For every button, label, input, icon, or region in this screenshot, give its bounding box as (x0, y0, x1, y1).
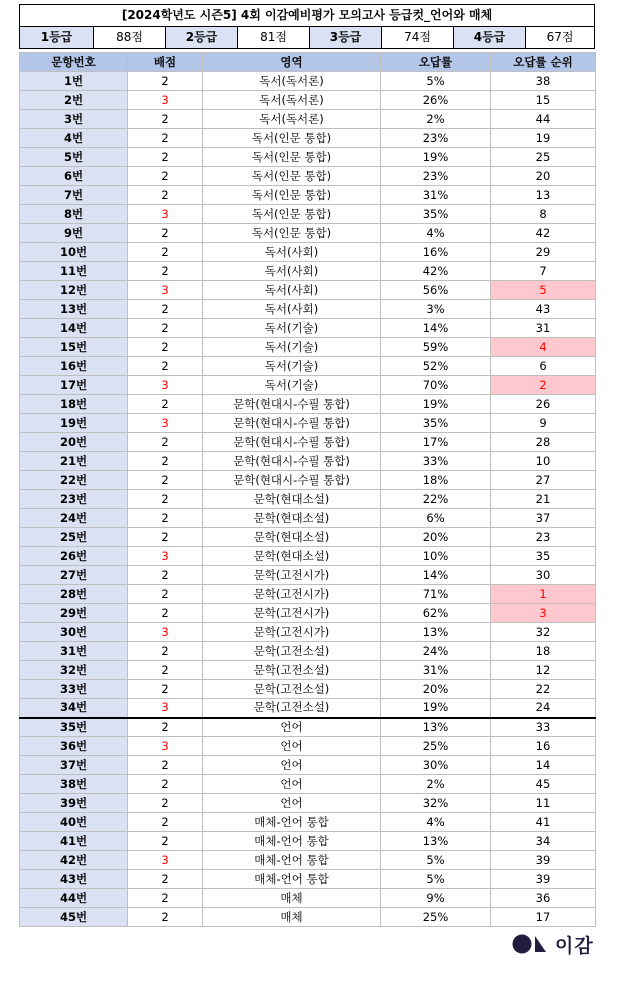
rank-cell: 17 (491, 908, 596, 927)
table-row (20, 338, 596, 357)
table-row (20, 110, 596, 129)
question-number: 38번 (20, 775, 128, 794)
question-number: 8번 (20, 205, 128, 224)
area-cell: 문학(현대소설) (203, 528, 381, 547)
question-number: 32번 (20, 661, 128, 680)
wrong-rate-cell: 24% (381, 642, 491, 661)
page-title: [2024학년도 시즌5] 4회 이감예비평가 모의고사 등급컷_언어와 매체 (20, 5, 594, 27)
points-cell: 2 (128, 870, 203, 889)
table-row (20, 756, 596, 775)
rank-cell: 18 (491, 642, 596, 661)
area-cell: 문학(고전소설) (203, 642, 381, 661)
question-number: 41번 (20, 832, 128, 851)
table-row (20, 623, 596, 642)
table-row (20, 547, 596, 566)
table-row (20, 205, 596, 224)
table-row (20, 908, 596, 927)
area-cell: 독서(인문 통합) (203, 186, 381, 205)
rank-cell: 9 (491, 414, 596, 433)
wrong-rate-cell: 22% (381, 490, 491, 509)
area-cell: 독서(인문 통합) (203, 148, 381, 167)
area-cell: 문학(현대시-수필 통합) (203, 395, 381, 414)
points-cell: 2 (128, 604, 203, 623)
area-cell: 문학(고전시가) (203, 604, 381, 623)
rank-cell: 23 (491, 528, 596, 547)
area-cell: 문학(고전시가) (203, 566, 381, 585)
table-row (20, 129, 596, 148)
points-cell: 3 (128, 414, 203, 433)
wrong-rate-cell: 33% (381, 452, 491, 471)
table-row (20, 604, 596, 623)
table-row (20, 300, 596, 319)
rank-cell: 3 (491, 604, 596, 623)
area-cell: 독서(독서론) (203, 72, 381, 91)
brand-logo (512, 932, 594, 956)
area-cell: 독서(인문 통합) (203, 224, 381, 243)
points-cell: 2 (128, 585, 203, 604)
wrong-rate-cell: 23% (381, 129, 491, 148)
question-number: 5번 (20, 148, 128, 167)
rank-cell: 30 (491, 566, 596, 585)
wrong-rate-cell: 42% (381, 262, 491, 281)
points-cell: 2 (128, 72, 203, 91)
rank-cell: 6 (491, 357, 596, 376)
area-cell: 독서(기술) (203, 319, 381, 338)
points-cell: 2 (128, 756, 203, 775)
area-cell: 매체-언어 통합 (203, 870, 381, 889)
points-cell: 2 (128, 813, 203, 832)
area-cell: 독서(사회) (203, 300, 381, 319)
area-cell: 문학(고전소설) (203, 661, 381, 680)
rank-cell: 24 (491, 699, 596, 718)
wrong-rate-cell: 23% (381, 167, 491, 186)
rank-cell: 8 (491, 205, 596, 224)
question-number: 12번 (20, 281, 128, 300)
table-row (20, 889, 596, 908)
grade-cut-box (19, 4, 595, 49)
area-cell: 문학(고전소설) (203, 680, 381, 699)
rank-cell: 32 (491, 623, 596, 642)
grade-score: 88점 (93, 27, 165, 48)
question-number: 2번 (20, 91, 128, 110)
table-row (20, 490, 596, 509)
points-cell: 3 (128, 376, 203, 395)
table-row (20, 262, 596, 281)
table-row (20, 148, 596, 167)
table-row (20, 243, 596, 262)
wrong-rate-cell: 6% (381, 509, 491, 528)
area-cell: 매체-언어 통합 (203, 813, 381, 832)
table-row (20, 775, 596, 794)
wrong-rate-cell: 35% (381, 414, 491, 433)
rank-cell: 21 (491, 490, 596, 509)
area-cell: 독서(기술) (203, 357, 381, 376)
wrong-rate-cell: 13% (381, 832, 491, 851)
wrong-rate-cell: 16% (381, 243, 491, 262)
question-number: 20번 (20, 433, 128, 452)
area-cell: 독서(사회) (203, 262, 381, 281)
area-cell: 언어 (203, 775, 381, 794)
table-row (20, 319, 596, 338)
area-cell: 문학(현대소설) (203, 509, 381, 528)
question-number: 11번 (20, 262, 128, 281)
points-cell: 2 (128, 718, 203, 737)
column-header: 영역 (203, 53, 381, 72)
table-row (20, 395, 596, 414)
points-cell: 3 (128, 547, 203, 566)
wrong-rate-cell: 18% (381, 471, 491, 490)
points-cell: 2 (128, 642, 203, 661)
question-number: 4번 (20, 129, 128, 148)
question-stats-table (19, 52, 596, 927)
area-cell: 독서(인문 통합) (203, 167, 381, 186)
grade-label: 2등급 (165, 27, 237, 48)
rank-cell: 44 (491, 110, 596, 129)
question-number: 39번 (20, 794, 128, 813)
question-number: 43번 (20, 870, 128, 889)
area-cell: 문학(현대소설) (203, 547, 381, 566)
points-cell: 2 (128, 661, 203, 680)
table-row (20, 281, 596, 300)
wrong-rate-cell: 9% (381, 889, 491, 908)
question-number: 14번 (20, 319, 128, 338)
wrong-rate-cell: 32% (381, 794, 491, 813)
grade-score: 74점 (381, 27, 453, 48)
area-cell: 독서(인문 통합) (203, 205, 381, 224)
column-header: 오답률 순위 (491, 53, 596, 72)
points-cell: 2 (128, 452, 203, 471)
area-cell: 독서(기술) (203, 376, 381, 395)
wrong-rate-cell: 71% (381, 585, 491, 604)
points-cell: 3 (128, 205, 203, 224)
table-row (20, 585, 596, 604)
wrong-rate-cell: 30% (381, 756, 491, 775)
rank-cell: 42 (491, 224, 596, 243)
points-cell: 2 (128, 338, 203, 357)
wrong-rate-cell: 3% (381, 300, 491, 319)
wrong-rate-cell: 25% (381, 737, 491, 756)
table-row (20, 566, 596, 585)
points-cell: 3 (128, 281, 203, 300)
question-number: 19번 (20, 414, 128, 433)
question-number: 45번 (20, 908, 128, 927)
points-cell: 2 (128, 908, 203, 927)
table-row (20, 91, 596, 110)
table-row (20, 528, 596, 547)
points-cell: 2 (128, 794, 203, 813)
area-cell: 매체 (203, 889, 381, 908)
area-cell: 문학(현대시-수필 통합) (203, 414, 381, 433)
question-number: 42번 (20, 851, 128, 870)
rank-cell: 10 (491, 452, 596, 471)
table-row (20, 167, 596, 186)
area-cell: 문학(고전시가) (203, 623, 381, 642)
question-number: 1번 (20, 72, 128, 91)
column-header: 배점 (128, 53, 203, 72)
area-cell: 독서(독서론) (203, 91, 381, 110)
points-cell: 2 (128, 129, 203, 148)
area-cell: 독서(인문 통합) (203, 129, 381, 148)
area-cell: 독서(사회) (203, 243, 381, 262)
wrong-rate-cell: 19% (381, 395, 491, 414)
table-row (20, 72, 596, 91)
wrong-rate-cell: 4% (381, 813, 491, 832)
table-row (20, 376, 596, 395)
points-cell: 3 (128, 851, 203, 870)
question-number: 44번 (20, 889, 128, 908)
wrong-rate-cell: 52% (381, 357, 491, 376)
points-cell: 2 (128, 490, 203, 509)
table-row (20, 452, 596, 471)
table-header-row (20, 53, 596, 72)
table-row (20, 414, 596, 433)
area-cell: 문학(현대소설) (203, 490, 381, 509)
rank-cell: 22 (491, 680, 596, 699)
wrong-rate-cell: 19% (381, 699, 491, 718)
table-row (20, 357, 596, 376)
area-cell: 독서(기술) (203, 338, 381, 357)
table-row (20, 870, 596, 889)
wrong-rate-cell: 26% (381, 91, 491, 110)
question-number: 40번 (20, 813, 128, 832)
points-cell: 2 (128, 148, 203, 167)
question-number: 13번 (20, 300, 128, 319)
question-number: 31번 (20, 642, 128, 661)
grade-score: 81점 (237, 27, 309, 48)
table-row (20, 642, 596, 661)
wrong-rate-cell: 13% (381, 623, 491, 642)
points-cell: 2 (128, 832, 203, 851)
rank-cell: 14 (491, 756, 596, 775)
wrong-rate-cell: 10% (381, 547, 491, 566)
points-cell: 2 (128, 775, 203, 794)
rank-cell: 36 (491, 889, 596, 908)
points-cell: 2 (128, 566, 203, 585)
question-number: 17번 (20, 376, 128, 395)
table-row (20, 680, 596, 699)
rank-cell: 25 (491, 148, 596, 167)
table-row (20, 661, 596, 680)
grade-label: 4등급 (453, 27, 525, 48)
wrong-rate-cell: 35% (381, 205, 491, 224)
question-number: 16번 (20, 357, 128, 376)
wrong-rate-cell: 20% (381, 528, 491, 547)
points-cell: 2 (128, 433, 203, 452)
question-number: 37번 (20, 756, 128, 775)
question-number: 35번 (20, 718, 128, 737)
igam-logo-icon (512, 933, 550, 955)
table-row (20, 794, 596, 813)
rank-cell: 12 (491, 661, 596, 680)
rank-cell: 16 (491, 737, 596, 756)
grade-label: 3등급 (309, 27, 381, 48)
column-header: 문항번호 (20, 53, 128, 72)
question-number: 25번 (20, 528, 128, 547)
area-cell: 언어 (203, 737, 381, 756)
question-number: 33번 (20, 680, 128, 699)
area-cell: 언어 (203, 794, 381, 813)
points-cell: 2 (128, 357, 203, 376)
question-number: 36번 (20, 737, 128, 756)
rank-cell: 2 (491, 376, 596, 395)
wrong-rate-cell: 4% (381, 224, 491, 243)
rank-cell: 35 (491, 547, 596, 566)
question-number: 9번 (20, 224, 128, 243)
table-row (20, 699, 596, 718)
wrong-rate-cell: 70% (381, 376, 491, 395)
area-cell: 독서(독서론) (203, 110, 381, 129)
points-cell: 2 (128, 167, 203, 186)
area-cell: 독서(사회) (203, 281, 381, 300)
points-cell: 2 (128, 110, 203, 129)
question-number: 6번 (20, 167, 128, 186)
table-row (20, 433, 596, 452)
wrong-rate-cell: 5% (381, 72, 491, 91)
column-header: 오답률 (381, 53, 491, 72)
rank-cell: 43 (491, 300, 596, 319)
rank-cell: 13 (491, 186, 596, 205)
area-cell: 문학(고전소설) (203, 699, 381, 718)
question-number: 24번 (20, 509, 128, 528)
area-cell: 매체-언어 통합 (203, 851, 381, 870)
wrong-rate-cell: 5% (381, 851, 491, 870)
rank-cell: 1 (491, 585, 596, 604)
area-cell: 매체 (203, 908, 381, 927)
rank-cell: 20 (491, 167, 596, 186)
wrong-rate-cell: 2% (381, 110, 491, 129)
table-row (20, 832, 596, 851)
rank-cell: 37 (491, 509, 596, 528)
area-cell: 문학(현대시-수필 통합) (203, 433, 381, 452)
points-cell: 2 (128, 262, 203, 281)
points-cell: 2 (128, 471, 203, 490)
points-cell: 2 (128, 528, 203, 547)
rank-cell: 45 (491, 775, 596, 794)
table-row (20, 509, 596, 528)
rank-cell: 34 (491, 832, 596, 851)
grade-label: 1등급 (20, 27, 93, 48)
points-cell: 3 (128, 737, 203, 756)
question-number: 21번 (20, 452, 128, 471)
area-cell: 언어 (203, 718, 381, 737)
table-row (20, 851, 596, 870)
points-cell: 2 (128, 243, 203, 262)
rank-cell: 4 (491, 338, 596, 357)
points-cell: 3 (128, 91, 203, 110)
wrong-rate-cell: 5% (381, 870, 491, 889)
rank-cell: 19 (491, 129, 596, 148)
points-cell: 3 (128, 699, 203, 718)
points-cell: 2 (128, 319, 203, 338)
points-cell: 2 (128, 186, 203, 205)
table-row (20, 813, 596, 832)
rank-cell: 26 (491, 395, 596, 414)
wrong-rate-cell: 20% (381, 680, 491, 699)
question-number: 7번 (20, 186, 128, 205)
rank-cell: 28 (491, 433, 596, 452)
area-cell: 매체-언어 통합 (203, 832, 381, 851)
grade-score: 67점 (525, 27, 594, 48)
rank-cell: 11 (491, 794, 596, 813)
points-cell: 3 (128, 623, 203, 642)
rank-cell: 7 (491, 262, 596, 281)
question-number: 22번 (20, 471, 128, 490)
table-body (20, 72, 596, 927)
wrong-rate-cell: 31% (381, 661, 491, 680)
question-number: 26번 (20, 547, 128, 566)
question-number: 3번 (20, 110, 128, 129)
rank-cell: 27 (491, 471, 596, 490)
question-number: 18번 (20, 395, 128, 414)
logo-text: 이감 (555, 934, 594, 957)
wrong-rate-cell: 56% (381, 281, 491, 300)
wrong-rate-cell: 59% (381, 338, 491, 357)
rank-cell: 15 (491, 91, 596, 110)
points-cell: 2 (128, 680, 203, 699)
wrong-rate-cell: 31% (381, 186, 491, 205)
table-row (20, 737, 596, 756)
question-number: 27번 (20, 566, 128, 585)
question-number: 34번 (20, 699, 128, 718)
rank-cell: 29 (491, 243, 596, 262)
rank-cell: 31 (491, 319, 596, 338)
table-row (20, 186, 596, 205)
question-number: 28번 (20, 585, 128, 604)
wrong-rate-cell: 25% (381, 908, 491, 927)
question-number: 10번 (20, 243, 128, 262)
wrong-rate-cell: 17% (381, 433, 491, 452)
question-number: 30번 (20, 623, 128, 642)
wrong-rate-cell: 13% (381, 718, 491, 737)
question-number: 15번 (20, 338, 128, 357)
area-cell: 문학(고전시가) (203, 585, 381, 604)
grade-cut-row (20, 27, 594, 48)
rank-cell: 33 (491, 718, 596, 737)
area-cell: 문학(현대시-수필 통합) (203, 452, 381, 471)
points-cell: 2 (128, 509, 203, 528)
points-cell: 2 (128, 889, 203, 908)
rank-cell: 41 (491, 813, 596, 832)
question-number: 23번 (20, 490, 128, 509)
wrong-rate-cell: 14% (381, 566, 491, 585)
table-row (20, 718, 596, 737)
rank-cell: 39 (491, 851, 596, 870)
question-number: 29번 (20, 604, 128, 623)
wrong-rate-cell: 2% (381, 775, 491, 794)
wrong-rate-cell: 14% (381, 319, 491, 338)
wrong-rate-cell: 62% (381, 604, 491, 623)
table-row (20, 224, 596, 243)
points-cell: 2 (128, 224, 203, 243)
points-cell: 2 (128, 395, 203, 414)
area-cell: 언어 (203, 756, 381, 775)
table-row (20, 471, 596, 490)
area-cell: 문학(현대시-수필 통합) (203, 471, 381, 490)
rank-cell: 38 (491, 72, 596, 91)
rank-cell: 5 (491, 281, 596, 300)
rank-cell: 39 (491, 870, 596, 889)
points-cell: 2 (128, 300, 203, 319)
wrong-rate-cell: 19% (381, 148, 491, 167)
